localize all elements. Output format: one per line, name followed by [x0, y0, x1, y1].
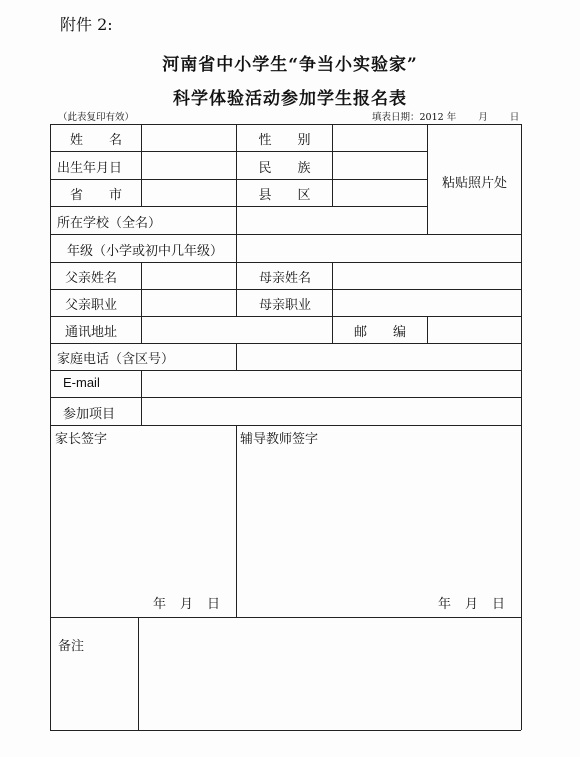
address-label: 通讯地址 — [65, 325, 118, 340]
fill-date-label: 填表日期： — [372, 112, 420, 123]
parent-date-month: 月 — [180, 597, 194, 612]
father-name-field[interactable] — [142, 264, 235, 288]
form-title-line1: 河南省中小学生“争当小实验家” — [162, 55, 418, 75]
address-field[interactable] — [142, 318, 331, 342]
fill-date-year: 2012 年 — [419, 112, 457, 123]
county-district-label: 县 区 — [258, 188, 311, 203]
parent-signature-area[interactable] — [52, 445, 235, 585]
gender-label: 性 别 — [258, 133, 311, 148]
project-field[interactable] — [142, 399, 520, 424]
birth-date-field[interactable] — [142, 153, 235, 178]
row-line — [50, 124, 521, 125]
mother-name-label: 母亲姓名 — [259, 271, 312, 286]
mother-job-field[interactable] — [333, 291, 520, 315]
province-city-label: 省 市 — [69, 188, 122, 203]
row-line — [50, 234, 521, 235]
col-line — [138, 617, 139, 730]
row-line — [50, 343, 521, 344]
row-line — [50, 397, 521, 398]
teacher-date-year: 年 — [438, 597, 452, 612]
teacher-date-day: 日 — [492, 597, 506, 612]
row-line — [50, 617, 521, 618]
annex-label: 附件 2: — [60, 15, 113, 34]
home-phone-field[interactable] — [237, 345, 520, 369]
row-line — [50, 730, 521, 731]
home-phone-label: 家庭电话（含区号） — [57, 352, 175, 367]
school-label: 所在学校（全名） — [57, 216, 162, 231]
fill-date-month: 月 — [478, 112, 488, 123]
fill-date — [372, 109, 519, 123]
parent-sign-date — [153, 593, 220, 612]
postcode-label: 邮 编 — [353, 325, 406, 340]
name-field[interactable] — [142, 126, 235, 150]
remarks-label: 备注 — [58, 639, 85, 654]
col-line — [521, 124, 522, 730]
gender-field[interactable] — [333, 126, 426, 150]
fill-date-day: 日 — [509, 112, 520, 123]
col-line — [50, 124, 51, 730]
row-line — [50, 151, 428, 152]
row-line — [50, 206, 428, 207]
col-line — [236, 425, 237, 617]
name-label: 姓 名 — [69, 133, 122, 148]
parent-date-day: 日 — [207, 597, 221, 612]
ethnicity-field[interactable] — [333, 153, 426, 178]
postcode-field[interactable] — [428, 318, 520, 342]
grade-label: 年级（小学或初中几年级） — [67, 244, 224, 259]
copy-note: （此表复印有效） — [58, 112, 135, 123]
mother-name-field[interactable] — [333, 264, 520, 288]
row-line — [50, 262, 521, 263]
col-line — [236, 262, 237, 316]
province-city-field[interactable] — [142, 181, 235, 205]
teacher-signature-label: 辅导教师签字 — [240, 432, 319, 447]
teacher-sign-date — [438, 593, 505, 612]
birth-date-label: 出生年月日 — [57, 161, 123, 176]
father-name-label: 父亲姓名 — [65, 271, 118, 286]
school-field[interactable] — [237, 208, 426, 233]
row-line — [50, 370, 521, 371]
father-job-label: 父亲职业 — [65, 298, 118, 313]
row-line — [50, 179, 428, 180]
teacher-date-month: 月 — [465, 597, 479, 612]
form-title-line2: 科学体验活动参加学生报名表 — [173, 89, 407, 109]
photo-placeholder: 粘贴照片处 — [441, 176, 507, 191]
parent-signature-label: 家长签字 — [55, 432, 108, 447]
email-field[interactable] — [142, 372, 520, 396]
ethnicity-label: 民 族 — [258, 161, 311, 176]
row-line — [50, 316, 521, 317]
email-label: E-mail — [63, 375, 100, 390]
project-label: 参加项目 — [63, 407, 116, 422]
parent-date-year: 年 — [153, 597, 167, 612]
county-district-field[interactable] — [333, 181, 426, 205]
remarks-field[interactable] — [140, 619, 520, 729]
teacher-signature-area[interactable] — [238, 445, 520, 585]
row-line — [50, 425, 521, 426]
mother-job-label: 母亲职业 — [259, 298, 312, 313]
row-line — [50, 289, 521, 290]
grade-field[interactable] — [237, 236, 520, 261]
father-job-field[interactable] — [142, 291, 235, 315]
